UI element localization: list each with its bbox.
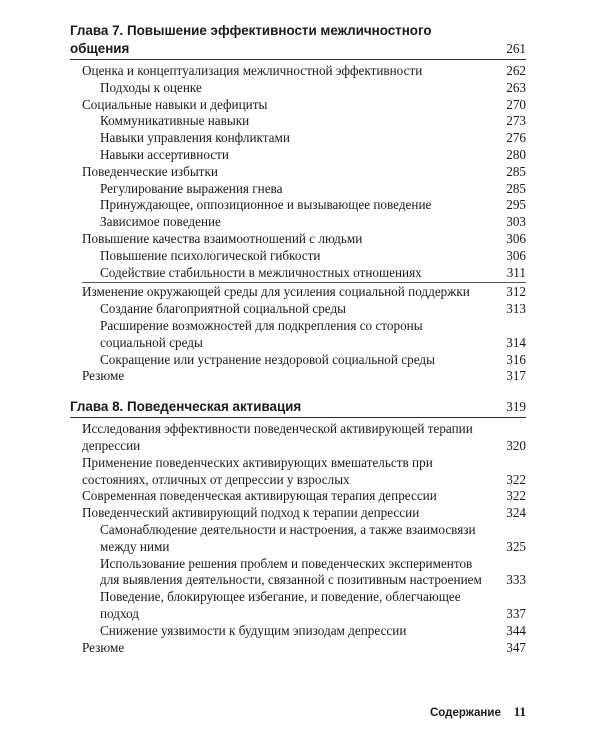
- table-of-contents: [70, 22, 526, 656]
- toc-entry[interactable]: [70, 589, 526, 623]
- entry-title: Оценка и концептуализация межличностной эффективности: [82, 63, 423, 78]
- page-number: 324: [506, 505, 526, 521]
- page-number: 261: [506, 41, 526, 56]
- page-number: 317: [506, 368, 526, 384]
- entry-title: Навыки ассертивности: [100, 146, 229, 162]
- toc-entry[interactable]: [70, 318, 526, 352]
- entry-title: Самонаблюдение деятельности и настроения, а также взаимосвязи между ними: [100, 521, 476, 554]
- page-number: 263: [506, 79, 526, 95]
- toc-entry[interactable]: [70, 63, 526, 80]
- page-number: 273: [506, 113, 526, 129]
- toc-entry[interactable]: [70, 231, 526, 248]
- entry-title: Изменение окружающей среды для усиления социальной поддержки: [82, 284, 470, 300]
- toc-entry[interactable]: [70, 522, 526, 556]
- folio-page-number: 11: [513, 704, 526, 719]
- entry-title: Создание благоприятной социальной среды: [100, 301, 347, 317]
- entry-title: Современная поведенческая активирующая терапия депрессии: [82, 488, 437, 504]
- chapter-heading[interactable]: [70, 22, 526, 60]
- page-number: 276: [506, 130, 526, 146]
- page-number: 344: [506, 622, 526, 638]
- entry-title: Подходы к оценке: [100, 79, 202, 95]
- page-number: 320: [506, 437, 526, 453]
- toc-entry[interactable]: [70, 421, 526, 455]
- entry-title: Использование решения проблем и поведенческих экспериментов для выявления деятельности, связанной с позитивным настроением: [100, 555, 482, 588]
- page-number: 316: [506, 351, 526, 367]
- toc-entry[interactable]: [70, 640, 526, 657]
- page-number: 314: [506, 334, 526, 350]
- toc-entry[interactable]: [70, 248, 526, 265]
- entry-title: Повышение психологической гибкости: [100, 247, 321, 263]
- page-number: 333: [506, 572, 526, 588]
- page-number: 306: [506, 230, 526, 246]
- toc-entry[interactable]: [70, 147, 526, 164]
- page-number: 322: [506, 488, 526, 504]
- entry-title: Повышение качества взаимоотношений с людьми: [82, 230, 363, 246]
- toc-entry[interactable]: [70, 214, 526, 231]
- page-footer: [430, 704, 526, 720]
- page-number: 285: [506, 163, 526, 179]
- running-footer-title: Содержание: [430, 707, 501, 719]
- toc-entry[interactable]: [70, 505, 526, 522]
- toc-entry[interactable]: [70, 623, 526, 640]
- entry-title: Применение поведенческих активирующих вмешательств при состояниях, отличных от депрессии у взрослых: [82, 454, 433, 487]
- toc-entry[interactable]: [70, 301, 526, 318]
- page-number: 312: [506, 284, 526, 300]
- page-number: 319: [506, 399, 526, 415]
- entry-title: Навыки управления конфликтами: [100, 130, 290, 146]
- page-number: 285: [506, 180, 526, 196]
- toc-entry[interactable]: [70, 164, 526, 181]
- entry-title: Расширение возможностей для подкрепления со стороны социальной среды: [100, 317, 423, 350]
- toc-entry[interactable]: [70, 113, 526, 130]
- entry-title: Регулирование выражения гнева: [100, 180, 283, 196]
- entry-title: Исследования эффективности поведенческой активирующей терапии депрессии: [82, 421, 473, 453]
- toc-entry[interactable]: [70, 455, 526, 489]
- entry-title: Поведенческие избытки: [82, 163, 218, 179]
- chapter-title: Глава 8. Поведенческая активация: [70, 399, 302, 415]
- toc-entry[interactable]: [70, 284, 526, 301]
- toc-entry[interactable]: [70, 556, 526, 590]
- entry-title: Коммуникативные навыки: [100, 113, 250, 129]
- page-number: 280: [506, 146, 526, 162]
- chapter-title: Глава 7. Повышение эффективности межличностного общения: [70, 23, 432, 56]
- toc-entry[interactable]: [70, 265, 526, 282]
- chapter-gap: [70, 385, 526, 398]
- entry-title: Зависимое поведение: [100, 214, 221, 230]
- toc-entry[interactable]: [70, 368, 526, 385]
- page-number: 337: [506, 605, 526, 621]
- toc-entry[interactable]: [70, 130, 526, 147]
- entry-title: Принуждающее, оппозиционное и вызывающее поведение: [100, 197, 432, 213]
- page-number: 311: [506, 264, 526, 280]
- page-number: 303: [506, 214, 526, 230]
- toc-entry[interactable]: [70, 197, 526, 214]
- page-number: 325: [506, 538, 526, 554]
- page-number: 262: [506, 63, 526, 78]
- entry-title: Социальные навыки и дефициты: [82, 96, 268, 112]
- entry-title: Поведенческий активирующий подход к терапии депрессии: [82, 505, 420, 521]
- toc-entry[interactable]: [70, 352, 526, 369]
- page-number: 295: [506, 197, 526, 213]
- divider: [82, 282, 526, 283]
- entry-title: Снижение уязвимости к будущим эпизодам депрессии: [100, 622, 407, 638]
- entry-title: Резюме: [82, 639, 125, 655]
- page-number: 322: [506, 471, 526, 487]
- chapter-heading[interactable]: [70, 398, 526, 418]
- toc-entry[interactable]: [70, 80, 526, 97]
- toc-entry[interactable]: [70, 181, 526, 198]
- toc-entry[interactable]: [70, 97, 526, 114]
- page-number: 270: [506, 96, 526, 112]
- entry-title: Сокращение или устранение нездоровой социальной среды: [100, 351, 435, 367]
- entry-title: Резюме: [82, 368, 125, 384]
- entry-title: Содействие стабильности в межличностных отношениях: [100, 264, 422, 280]
- page-number: 347: [506, 639, 526, 655]
- toc-entry[interactable]: [70, 488, 526, 505]
- page-number: 313: [506, 301, 526, 317]
- entry-title: Поведение, блокирующее избегание, и поведение, облегчающее подход: [100, 589, 461, 621]
- page-number: 306: [506, 247, 526, 263]
